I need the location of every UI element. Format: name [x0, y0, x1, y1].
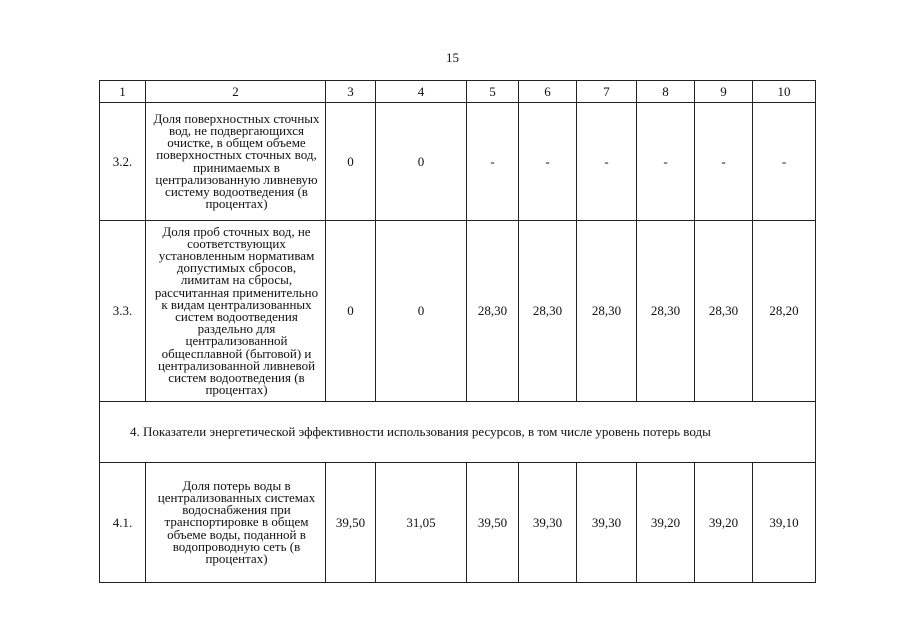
section-row	[100, 402, 816, 463]
value-cell: 28,30	[695, 221, 753, 402]
table-row	[100, 103, 816, 221]
value-cell: 28,30	[577, 221, 637, 402]
indicators-table	[99, 80, 816, 583]
header-cell: 6	[519, 81, 577, 103]
value-cell: 28,30	[519, 221, 577, 402]
header-cell: 3	[326, 81, 376, 103]
value-cell: 28,20	[753, 221, 816, 402]
value-cell: 0	[326, 103, 376, 221]
header-cell: 8	[637, 81, 695, 103]
value-cell: 39,10	[753, 463, 816, 583]
value-cell: 39,30	[519, 463, 577, 583]
header-cell: 1	[100, 81, 146, 103]
value-cell: -	[637, 103, 695, 221]
row-number: 3.2.	[100, 103, 146, 221]
value-cell: 28,30	[467, 221, 519, 402]
row-number: 4.1.	[100, 463, 146, 583]
header-cell: 5	[467, 81, 519, 103]
value-cell: 0	[376, 221, 467, 402]
section-heading: 4. Показатели энергетической эффективности использования ресурсов, в том числе уровень потерь воды	[100, 402, 816, 463]
header-cell: 7	[577, 81, 637, 103]
value-cell: 39,20	[695, 463, 753, 583]
value-cell: 39,50	[467, 463, 519, 583]
table-row	[100, 463, 816, 583]
table-row	[100, 221, 816, 402]
value-cell: -	[519, 103, 577, 221]
page-number: 15	[446, 50, 459, 65]
header-cell: 9	[695, 81, 753, 103]
value-cell: 39,30	[577, 463, 637, 583]
row-description: Доля потерь воды в централизованных системах водоснабжения при транспортировке в общем объеме воды, поданной в водопроводную сеть (в процентах)	[146, 463, 326, 583]
value-cell: 0	[376, 103, 467, 221]
header-row	[100, 81, 816, 103]
header-cell: 4	[376, 81, 467, 103]
value-cell: 31,05	[376, 463, 467, 583]
value-cell: 39,50	[326, 463, 376, 583]
value-cell: -	[467, 103, 519, 221]
header-cell: 2	[146, 81, 326, 103]
value-cell: -	[753, 103, 816, 221]
value-cell: -	[695, 103, 753, 221]
value-cell: 0	[326, 221, 376, 402]
value-cell: -	[577, 103, 637, 221]
value-cell: 28,30	[637, 221, 695, 402]
value-cell: 39,20	[637, 463, 695, 583]
row-number: 3.3.	[100, 221, 146, 402]
header-cell: 10	[753, 81, 816, 103]
row-description: Доля проб сточных вод, не соответствующих установленным нормативам допустимых сбросов, лимитам на сбросы, рассчитанная применительно к видам централизованных систем водоотведения раздельно для централизованной общесплавной (бытовой) и централизованной ливневой систем водоотведения (в процентах)	[146, 221, 326, 402]
row-description: Доля поверхностных сточных вод, не подвергающихся очистке, в общем объеме поверхностных сточных вод, принимаемых в централизованную ливневую систему водоотведения (в процентах)	[146, 103, 326, 221]
